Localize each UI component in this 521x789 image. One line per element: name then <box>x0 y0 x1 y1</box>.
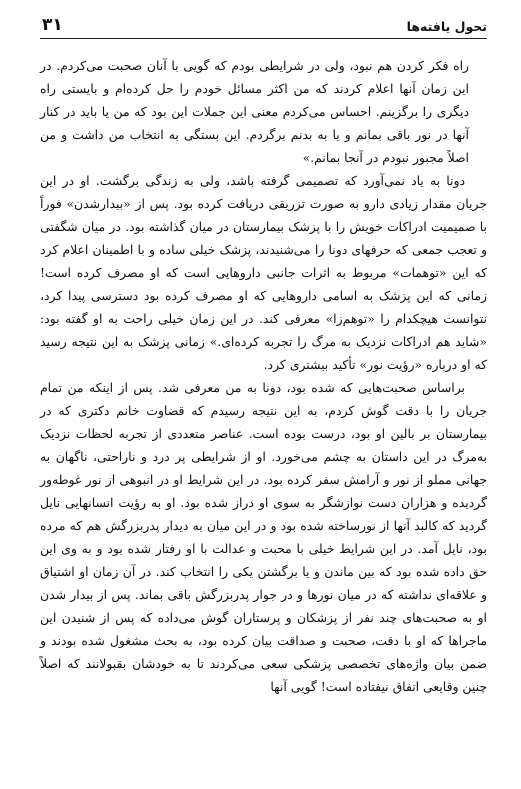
page-body <box>40 54 487 698</box>
quote-paragraph: راه فکر کردن هم نبود، ولی در شرایطی بودم که گویی با آنان صحبت می‌کردم. در این زمان آنها اعلام کردند که من اکثر مسائل خودم را حل کرده‌ام و بایستی راه دیگری را برگزینم. احساس می‌کردم معنی این جملات این بود که من یا باید در کنار آنها در نور باقی بمانم و یا به بدنم برگردم. این بستگی به انتخاب من داشت و من اصلاً مجبور نبودم در آنجا بمانم.» <box>40 58 469 165</box>
page-number: ۳۱ <box>42 15 63 35</box>
page-header <box>42 10 487 34</box>
running-title: تحول یافته‌ها <box>406 19 487 34</box>
header-rule <box>40 38 487 39</box>
body-paragraph: دونا به یاد نمی‌آورد که تصمیمی گرفته باشد، ولی به زندگی برگشت. او در این جریان مقدار زیادی دارو به صورت تزریقی دریافت کرده بود. پس از «بیدارشدن» فوراً با صمیمیت ادراکات خویش را با پزشک بیمارستان در میان گذاشته بود. در میان شگفتی و تعجب جمعی که حرفهای دونا را می‌شنیدند، پزشک خیلی ساده و با اطمینان اعلام کرد که این «توهمات» مربوط به اثرات جانبی داروهایی است که او مصرف کرده است! زمانی که این پزشک به اسامی داروهایی که او مصرف کرده بود دسترسی پیدا کرد، نتوانست هیچکدام را «توهم‌زا» معرفی کند. در این زمان خیلی راحت به او گفته بود: «شاید هم ادراکات نزدیک به مرگ را تجربه کرده‌ای.» زمانی پزشک به این نتیجه رسید که او درباره «رؤیت نور» تأکید بیشتری کرد. <box>40 173 487 372</box>
body-paragraph: براساس صحبت‌هایی که شده بود، دونا به من معرفی شد. پس از اینکه من تمام جریان را با دقت گوش کردم، به این نتیجه رسیدم که قضاوت خانم دکتری که در بیمارستان بر بالین او بود، درست بوده است. عناصر متعددی از تجربه لحظات نزدیک به‌مرگ در این داستان به چشم می‌خورد. او از شرایطی پر درد و ناراحتی، ناگهان به جهانی مملو از نور و آرامش سفر کرده بود. در این شرایط او در انبوهی از نور غوطه‌ور گردیده و هزاران دست نوازشگر به سوی او دراز شده بود. او به رؤیت انسانهایی نایل گردید که کالبد آنها از نورساخته شده بود و در این میان به دیدار پدربزرگش هم که مرده بود، نایل آمد. در این شرایط خیلی با محبت و عدالت با او رفتار شده بود و به وی این حق داده شده بود که بین ماندن و یا برگشتن یکی را انتخاب کند. در آن زمان او اشتیاق و علاقه‌ای نداشته که در میان نورها و در جوار پدربزرگش باقی بماند. پس از بیدار شدن او به صحبت‌های چند نفر از پزشکان و پرستاران گوش می‌داده که پس از شنیدن این ماجراها که او با دقت، صحبت و صداقت بیان کرده بود، به بحث مشغول شده بودند و ضمن بیان واژه‌های تخصصی پزشکی سعی می‌کردند تا به خودشان بقبولانند که اصلاً چنین وقایعی اتفاق نیفتاده است! گویی آنها <box>40 380 487 694</box>
